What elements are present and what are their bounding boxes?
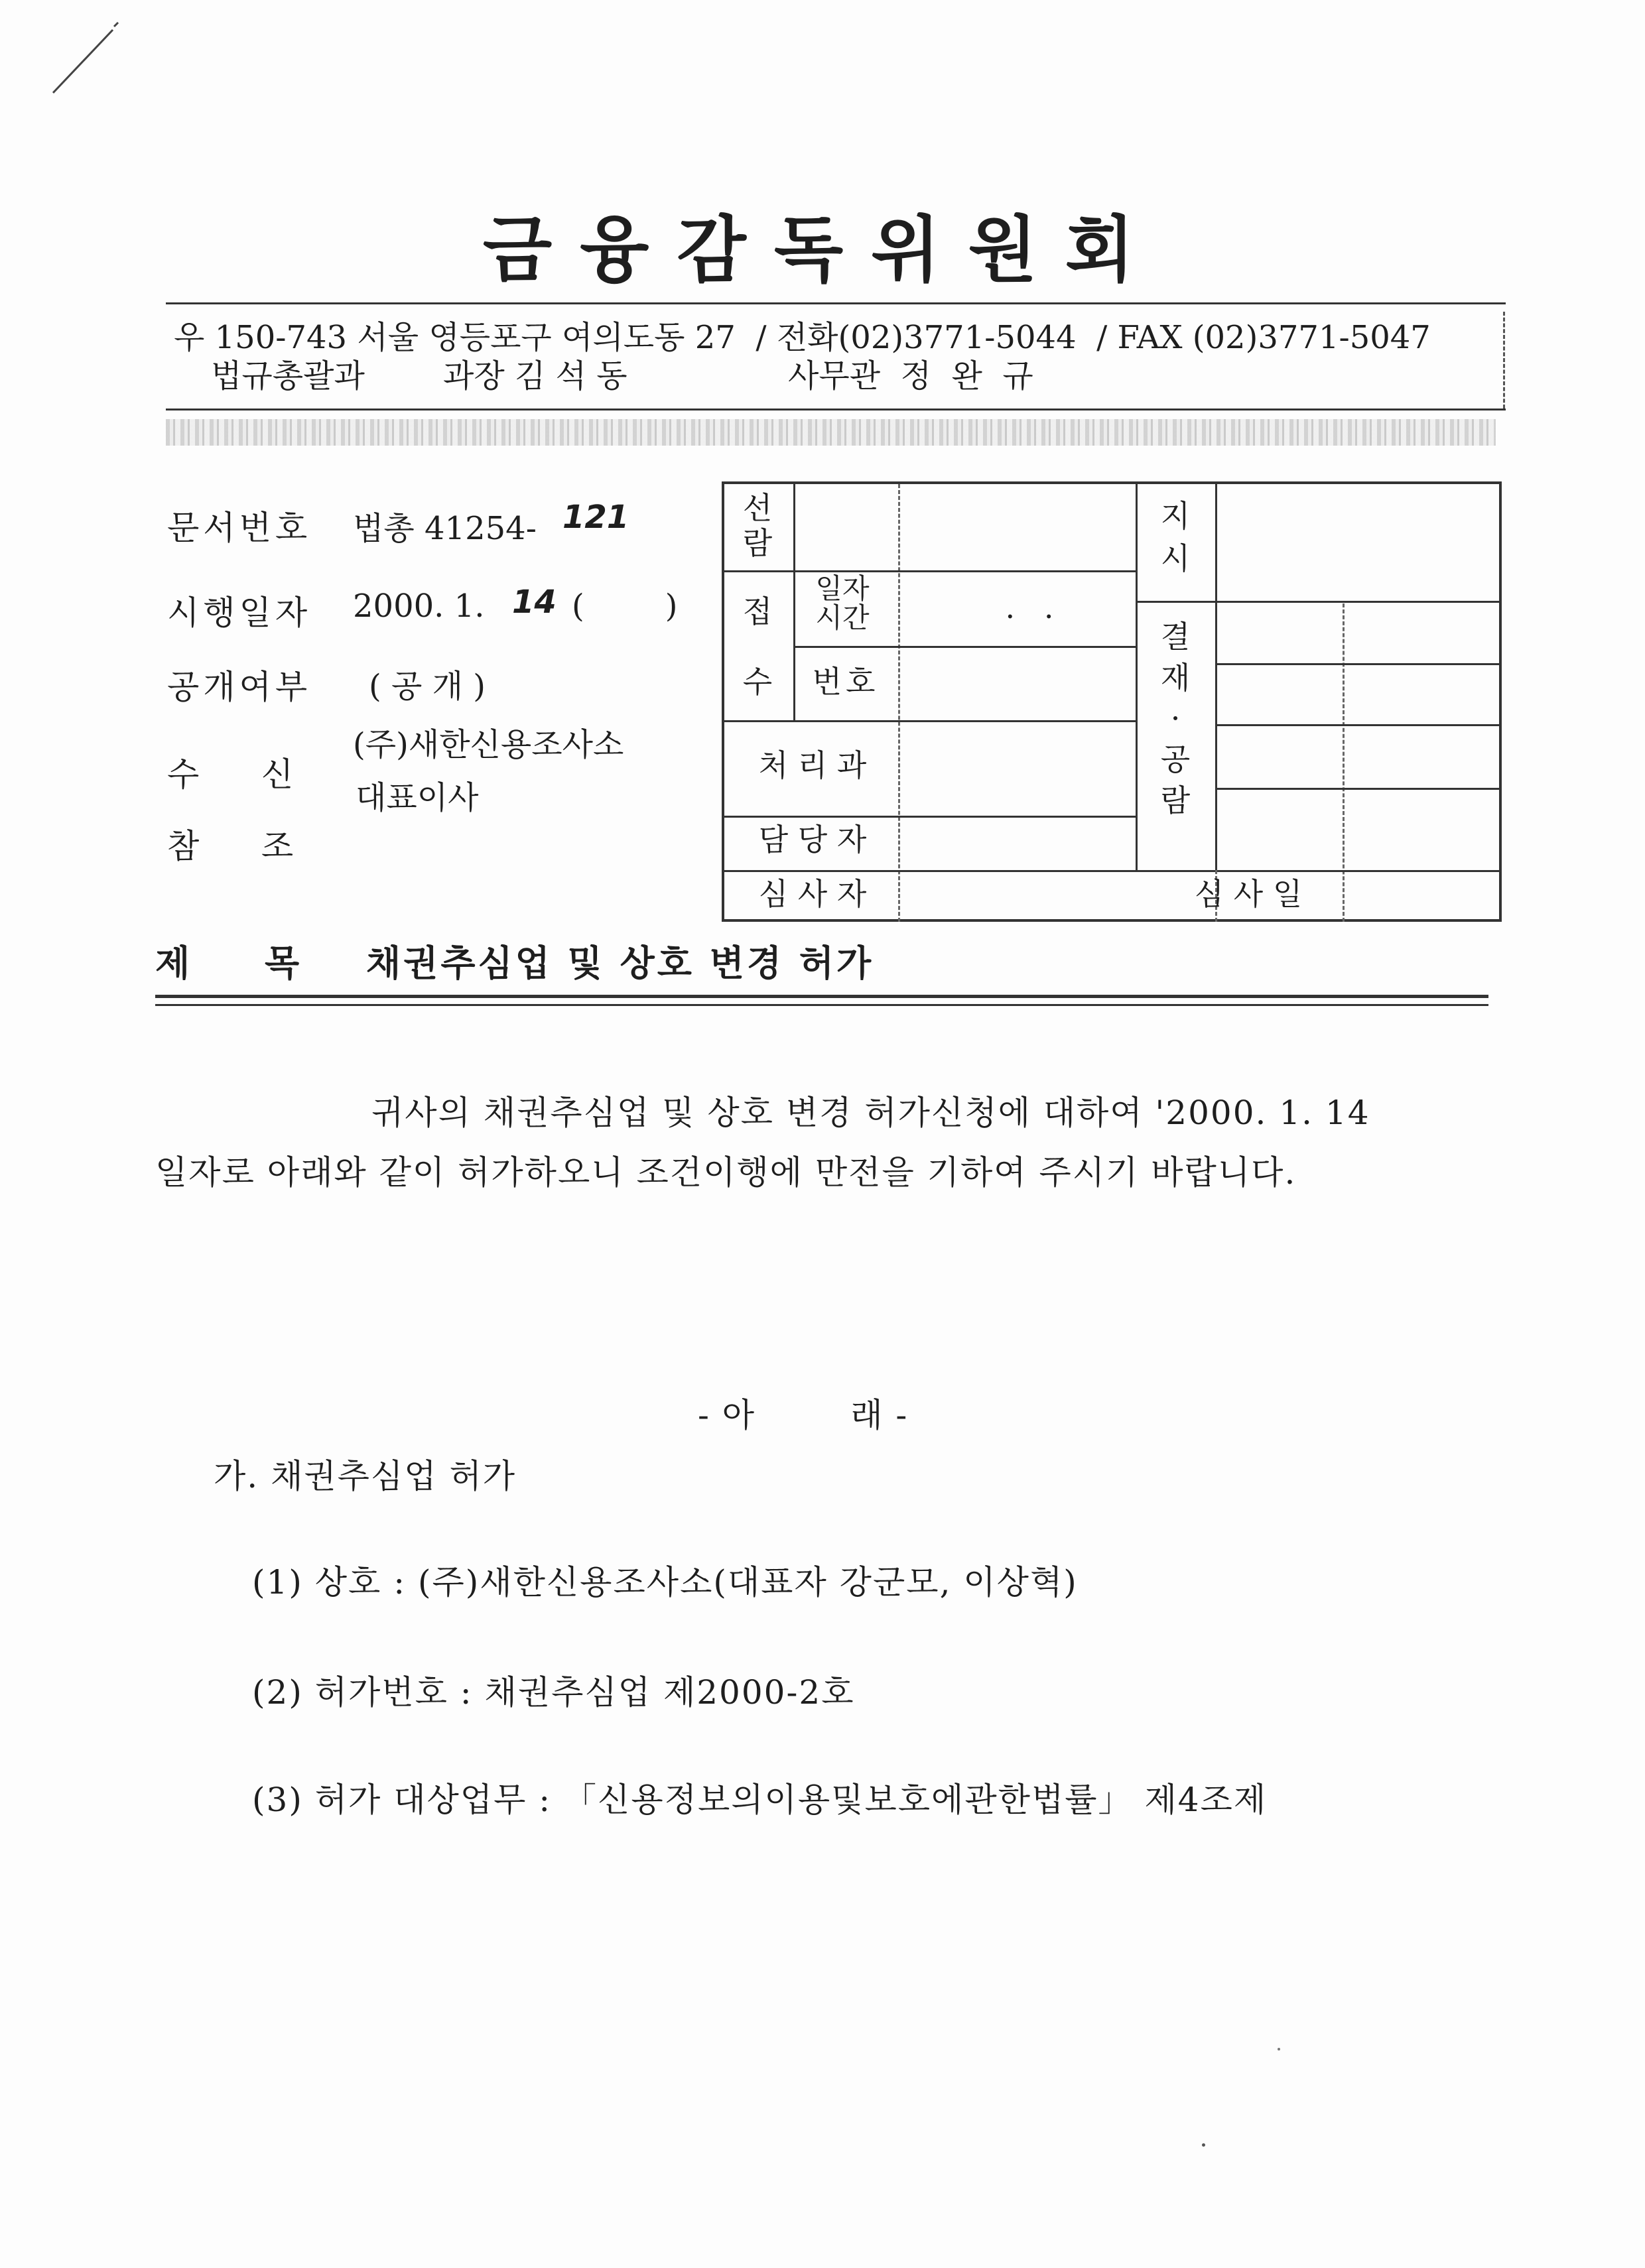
subject-text: 채권추심업 및 상호 변경 허가 bbox=[366, 942, 874, 984]
section-ga: 가. 채권추심업 허가 bbox=[214, 1457, 517, 1495]
doc-number-label: 문서번호 bbox=[167, 509, 312, 547]
date-label: 시행일자 bbox=[167, 594, 312, 632]
notice-heading: - 아 래 - bbox=[698, 1396, 909, 1434]
beonho-label: 번호 bbox=[812, 664, 880, 700]
officer-name: 사무관 정 완 규 bbox=[788, 357, 1033, 395]
su-label: 수 bbox=[742, 664, 773, 700]
doc-number-handwritten: 121 bbox=[562, 499, 629, 536]
date-value: 2000. 1. bbox=[353, 588, 485, 625]
chief-name: 과장 김 석 동 bbox=[443, 357, 627, 395]
subject-label: 제 목 bbox=[155, 942, 300, 984]
damdangja-label: 담 당 자 bbox=[758, 822, 867, 857]
header-top-rule bbox=[166, 302, 1506, 304]
address-line: 우 150-743 서울 영등포구 여의도동 27 / 전화(02)3771-5044 / FAX (02)3771-5047 bbox=[174, 319, 1431, 356]
seonram-label: 선람 bbox=[742, 490, 773, 561]
recipient-label: 수 신 bbox=[167, 755, 298, 794]
subject-rule-1 bbox=[155, 995, 1488, 998]
speck bbox=[1278, 2048, 1280, 2050]
date-handwritten: 14 bbox=[512, 584, 557, 621]
simsaja-label: 심 사 자 bbox=[758, 876, 867, 912]
jisi-label: 지 시 bbox=[1160, 498, 1191, 577]
date-dots: . . bbox=[1005, 590, 1054, 625]
subject-rule-2 bbox=[155, 1004, 1488, 1006]
department: 법규총괄과 bbox=[211, 357, 365, 395]
gyeoljae-label: 결 재 · 공 람 bbox=[1160, 619, 1191, 818]
item-3: (3) 허가 대상업무 : 「신용정보의이용및보호에관한법률」 제4조제 bbox=[252, 1781, 1268, 1819]
disclosure-value: ( 공 개 ) bbox=[369, 668, 486, 705]
item-1: (1) 상호 : (주)새한신용조사소(대표자 강군모, 이상혁) bbox=[252, 1563, 1078, 1602]
jeop-label: 접 bbox=[742, 594, 773, 629]
doc-number-value: 법총 41254- bbox=[353, 510, 537, 547]
header-right-border bbox=[1503, 312, 1505, 409]
approval-box bbox=[722, 481, 1502, 922]
reference-label: 참 조 bbox=[167, 827, 298, 865]
date-paren: ( ) bbox=[572, 588, 678, 625]
noise-band bbox=[166, 419, 1496, 446]
body-paragraph-line1: 귀사의 채권추심업 및 상호 변경 허가신청에 대하여 '2000. 1. 14 bbox=[371, 1094, 1370, 1132]
ilja-sigan-label: 일자 시간 bbox=[815, 572, 870, 635]
header-bottom-rule bbox=[166, 409, 1506, 410]
cheorigwa-label: 처 리 과 bbox=[758, 747, 867, 783]
page-title: 금융감독위원회 bbox=[482, 209, 1163, 292]
disclosure-label: 공개여부 bbox=[167, 668, 312, 706]
recipient-line1: (주)새한신용조사소 bbox=[353, 726, 624, 763]
simsail-label: 심 사 일 bbox=[1194, 876, 1303, 912]
item-2: (2) 허가번호 : 채권추심업 제2000-2호 bbox=[252, 1673, 855, 1712]
body-paragraph-line2: 일자로 아래와 같이 허가하오니 조건이행에 만전을 기하여 주시기 바랍니다. bbox=[155, 1153, 1297, 1192]
recipient-line2: 대표이사 bbox=[356, 779, 479, 816]
speck bbox=[1202, 2143, 1205, 2147]
pen-mark bbox=[40, 20, 126, 99]
